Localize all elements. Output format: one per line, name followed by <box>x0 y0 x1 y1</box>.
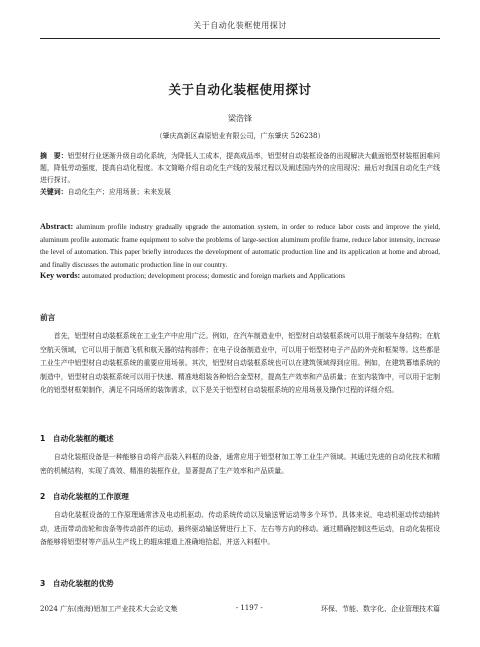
article-title: 关于自动化装框使用探讨 <box>168 82 312 97</box>
page-number: - 1197 - <box>235 604 263 612</box>
section-heading: 3 自动化装框的优势 <box>40 579 114 588</box>
abstract-en-text: aluminum profile industry gradually upgrade the automation system, in order to reduce labor costs and improve the yield, aluminum profile automatic frame equipment to solve the problems of large-section aluminum profile frame, reduce labor intensity, increase the level of automation. This paper briefly introduces the development of automatic production line and its application at home and abroad, and finally discusses the automatic production line in our country. <box>40 223 440 269</box>
abstract-en-label: Abstract: <box>40 222 74 231</box>
abstract-cn <box>40 150 440 186</box>
author: 梁浩锋 <box>228 114 252 123</box>
abstract-label: 摘 要： <box>40 152 68 160</box>
keywords-label: 关键词： <box>40 188 68 196</box>
keywords-en-label: Key words: <box>40 271 81 280</box>
abstract-en <box>40 221 440 271</box>
affiliation: （肇庆高新区森原铝业有限公司，广东肇庆 526238） <box>155 132 325 140</box>
keywords-cn-text: 自动化生产；应用场景；未来发展 <box>67 188 171 196</box>
section-heading: 前言 <box>40 313 56 322</box>
running-head: 关于自动化装框使用探讨 <box>193 21 287 30</box>
section-heading: 2 自动化装框的工作原理 <box>40 492 129 501</box>
keywords-cn <box>40 186 440 198</box>
keywords-en <box>40 270 440 282</box>
section-heading: 1 自动化装框的概述 <box>40 434 114 443</box>
footer-proceedings: 2024 广东(南海)铝加工产业技术大会论文集 <box>40 605 178 613</box>
section-paragraph: 首先，铝型材自动装框系统在工业生产中应用广泛。例如，在汽车制造业中，铝型材自动装框系统可以用于制装车身结构；在航空航天领域，它可以用于制造飞机和航天器的结构部件；在电子设备制造业中，可以用于铝型材电子产品的外壳和框架等。这些都是工业生产中铝型材自动装框系统的重要应用场景。其次，铝型材自动装框系统也可以在建筑领域得到应用。例如，在建筑幕墙系统的制造中，铝型材自动装框系统可以用于快速、精准地组装各种铝合金型材，提高生产效率和产品质量；在室内装饰中，可以用于定制化的铝型材框架制作，满足不同场所的装饰需求，以下是关于铝型材自动装框系统的应用场景及操作过程的详细介绍。 <box>40 332 440 395</box>
header-rule <box>40 38 440 39</box>
section-paragraph: 自动化装框设备是一种能够自动将产品装入料框的设备，通常应用于铝型材加工等工业生产领域。其通过先进的自动化技术和精密的机械结构，实现了高效、精准的装框作业，显著提高了生产效率和产品质量。 <box>40 453 440 475</box>
page-footer <box>40 604 440 614</box>
keywords-en-text: automated production; development process; domestic and foreign markets and Applications <box>82 272 346 280</box>
footer-section: 环保、节能、数字化、企业管理技术篇 <box>320 605 440 613</box>
section-paragraph: 自动化装框设备的工作原理通常涉及电动机驱动、传动系统传动以及输送臂运动等多个环节。具体来说，电动机驱动传动轴转动，进而带动齿轮和齿条等传动部件的运动，最终驱动输送臂进行上下、左右等方向的移动。通过精确控制这些运动，自动化装框设备能够将铝型材等产品从生产线上的辊床辊道上准确地拾起，并送入料框中。 <box>40 511 440 547</box>
abstract-cn-text: 铝型材行业逐渐升级自动化系统，为降低人工成本，提高成品率，铝型材自动装框设备的出现解决大截面铝型材装框困难问题，降低劳动强度，提高自动化程度。本文简略介绍自动化生产线的发展过程以及阐述国内外的应用现况；最后对我国自动化生产线进行探讨。 <box>40 152 441 184</box>
